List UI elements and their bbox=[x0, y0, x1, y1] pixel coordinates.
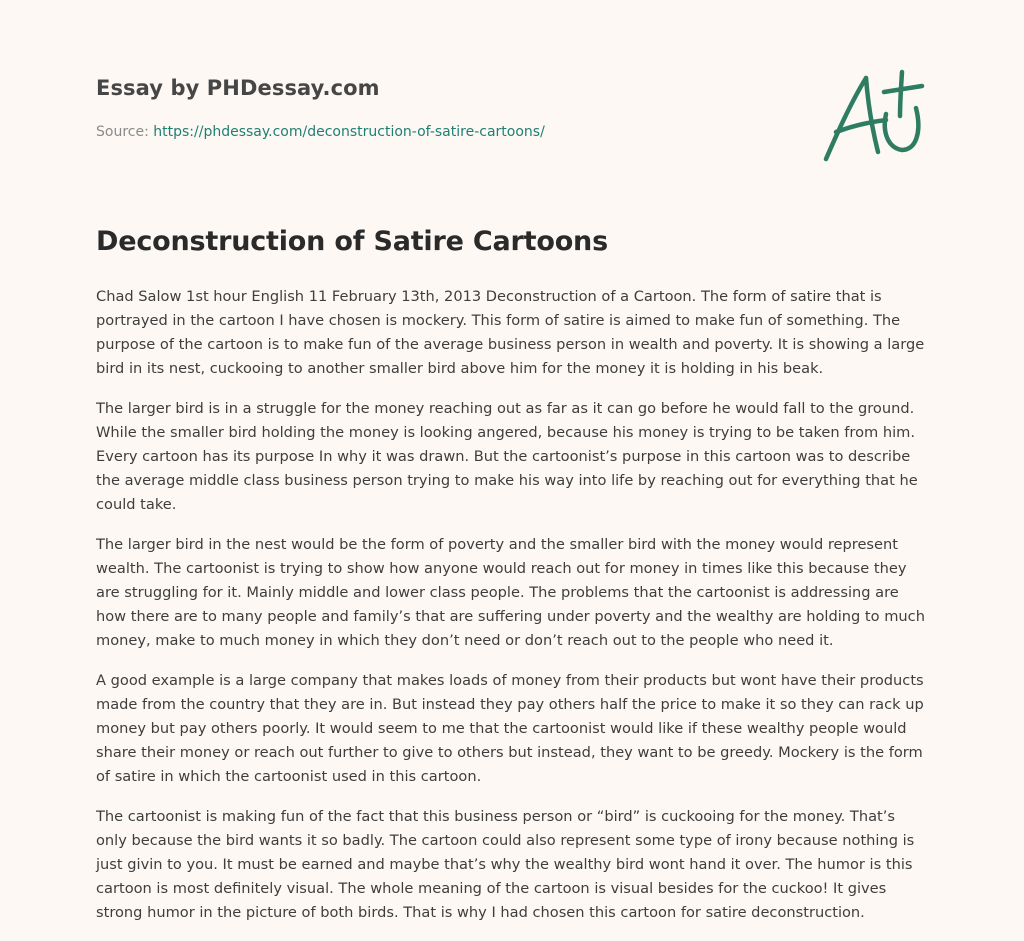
essay-paragraph: Chad Salow 1st hour English 11 February 13th, 2013 Deconstruction of a Cartoon. The form of satire that is portrayed in the cartoon I have chosen is mockery. This form of satire is aimed to make fun of something. The purpose of the cartoon is to make fun of the average business person in wealth and poverty. It is showing a large bird in its nest, cuckooing to another smaller bird above him for the money it is holding in his beak. bbox=[96, 288, 925, 377]
essay-paragraph: The larger bird in the nest would be the form of poverty and the smaller bird with the money would represent wealth. The cartoonist is trying to show how anyone would reach out for money in times like this because they are struggling for it. Mainly middle and lower class people. The problems that the cartoonist is addressing are how there are to many people and family’s that are suffering under poverty and the wealthy are holding to much money, make to much money in which they don’t need or don’t reach out to the people who need it. bbox=[96, 536, 925, 649]
source-line bbox=[96, 124, 545, 140]
essay-body bbox=[96, 285, 930, 941]
essay-paragraph: The larger bird is in a struggle for the money reaching out as far as it can go before he would fall to the ground. While the smaller bird holding the money is looking angered, because his money is trying to be taken from him. Every cartoon has its purpose In why it was drawn. But the cartoonist’s purpose in this cartoon was to describe the average middle class business person trying to make his way into life by reaching out for everything that he could take. bbox=[96, 400, 918, 513]
a-plus-logo-icon bbox=[822, 66, 926, 166]
source-link[interactable]: https://phdessay.com/deconstruction-of-satire-cartoons/ bbox=[153, 124, 545, 140]
essay-paragraph: A good example is a large company that makes loads of money from their products but wont have their products made from the country that they are in. But instead they pay others half the price to make it so they can rack up money but pay others poorly. It would seem to me that the cartoonist would like if these wealthy people would share their money or reach out further to give to others but instead, they want to be greedy. Mockery is the form of satire in which the cartoonist used in this cartoon. bbox=[96, 672, 924, 785]
brand-name: Essay by PHDessay.com bbox=[96, 76, 380, 100]
source-label: Source: bbox=[96, 124, 154, 140]
essay-paragraph: The cartoonist is making fun of the fact that this business person or “bird” is cuckooing for the money. That’s only because the bird wants it so badly. The cartoon could also represent some type of irony because nothing is just givin to you. It must be earned and maybe that’s why the wealthy bird wont hand it over. The humor is this cartoon is most definitely visual. The whole meaning of the cartoon is visual besides for the cuckoo! It gives strong humor in the picture of both birds. That is why I had chosen this cartoon for satire deconstruction. bbox=[96, 808, 915, 921]
essay-title: Deconstruction of Satire Cartoons bbox=[96, 226, 608, 257]
